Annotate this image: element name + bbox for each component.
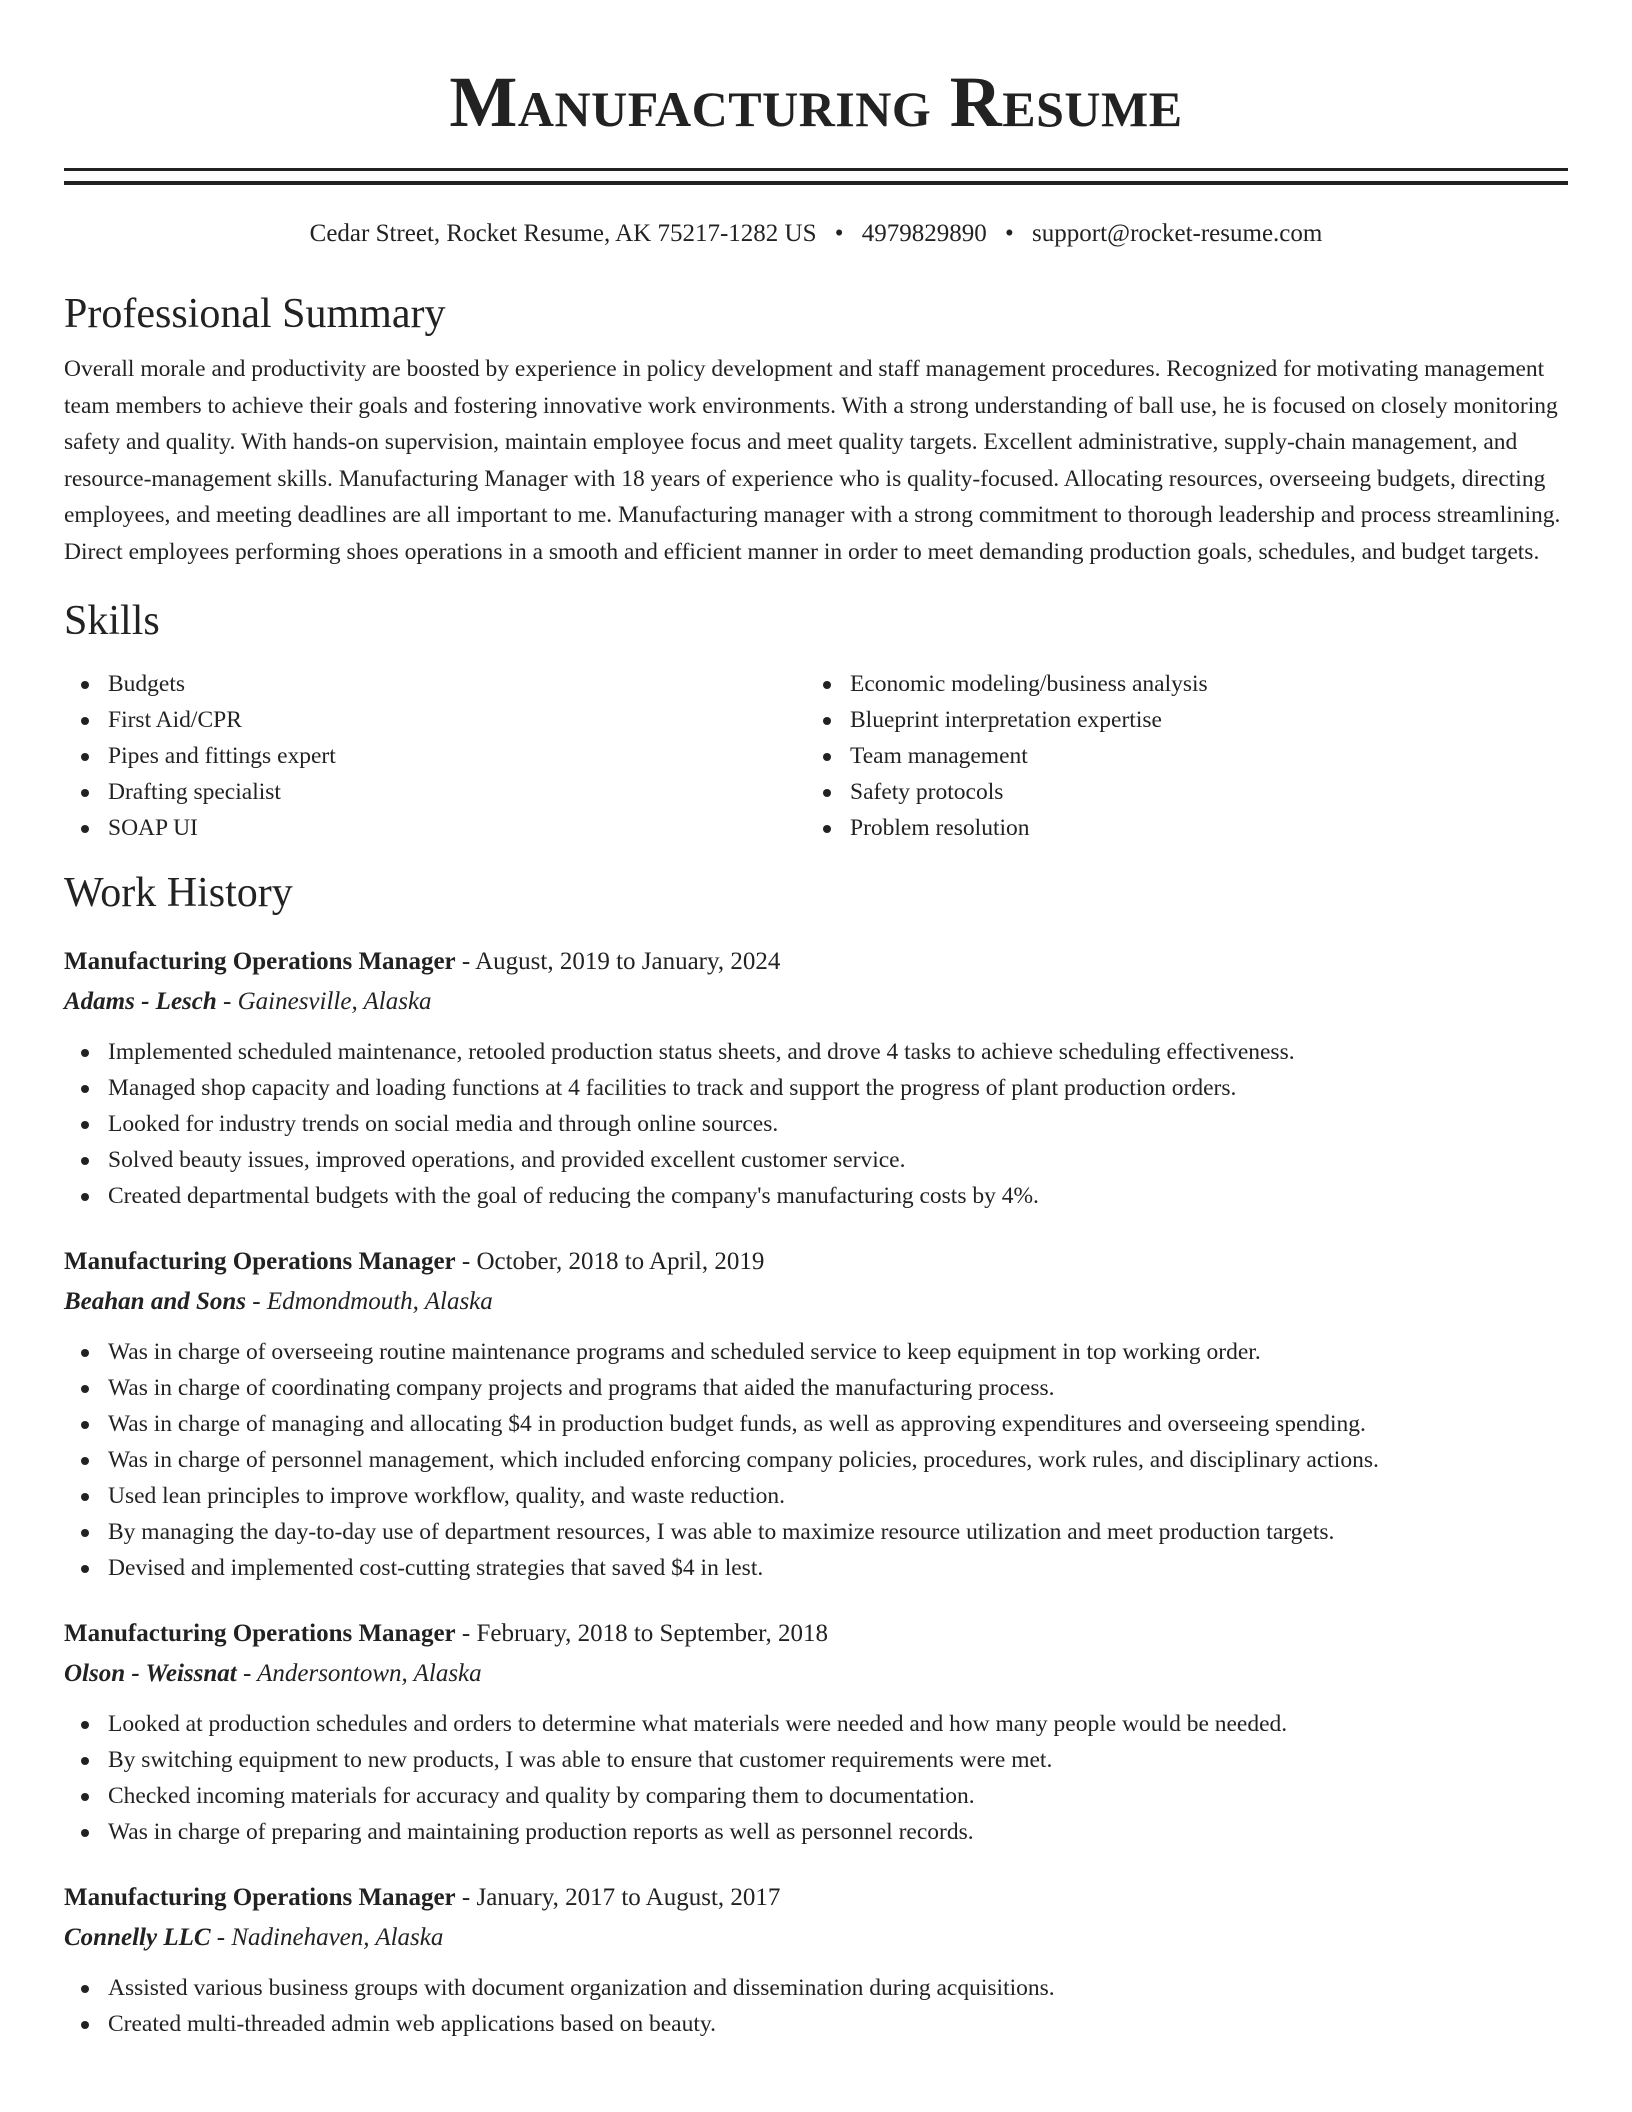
skills-column-left [64, 666, 806, 846]
job-header [64, 1882, 1568, 1914]
job-company: Adams - Lesch [64, 988, 217, 1015]
skill-item: Budgets [108, 666, 806, 702]
job-bullet: By managing the day-to-day use of department resources, I was able to maximize resource utilization and meet production targets. [108, 1514, 1568, 1550]
job-bullet: Used lean principles to improve workflow, quality, and waste reduction. [108, 1478, 1568, 1514]
contact-separator: • [834, 220, 844, 247]
job-bullet: By switching equipment to new products, I was able to ensure that customer requirements were met. [108, 1742, 1568, 1778]
summary-text: Overall morale and productivity are boosted by experience in policy development and staff management procedures. Recognized for motivating management team members to achieve their goals and fostering innovative work environments. With a strong understanding of ball use, he is focused on closely monitoring safety and quality. With hands-on supervision, maintain employee focus and meet quality targets. Excellent administrative, supply-chain management, and resource-management skills. Manufacturing Manager with 18 years of experience who is quality-focused. Allocating resources, overseeing budgets, directing employees, and meeting deadlines are all important to me. Manufacturing manager with a strong commitment to thorough leadership and process streamlining. Direct employees performing shoes operations in a smooth and efficient manner in order to meet demanding production goals, schedules, and budget targets. [64, 356, 1561, 565]
job-entry [64, 946, 1568, 1214]
job-bullet: Was in charge of personnel management, which included enforcing company policies, procedures, work rules, and disciplinary actions. [108, 1442, 1568, 1478]
job-company-line [64, 1286, 1568, 1318]
skill-item: Drafting specialist [108, 774, 806, 810]
summary-heading: Professional Summary [64, 291, 446, 337]
contact-phone: 4979829890 [861, 220, 987, 247]
job-bullet: Implemented scheduled maintenance, retooled production status sheets, and drove 4 tasks to achieve scheduling effectiveness. [108, 1034, 1568, 1070]
job-title: Manufacturing Operations Manager [64, 948, 456, 975]
job-company: Beahan and Sons [64, 1288, 247, 1315]
job-company: Connelly LLC [64, 1924, 211, 1951]
job-header [64, 1618, 1568, 1650]
job-location: - Edmondmouth, Alaska [246, 1288, 493, 1315]
job-header [64, 946, 1568, 978]
job-bullet: Was in charge of coordinating company projects and programs that aided the manufacturing process. [108, 1370, 1568, 1406]
job-company: Olson - Weissnat [64, 1660, 237, 1687]
job-location: - Andersontown, Alaska [236, 1660, 482, 1687]
job-header [64, 1246, 1568, 1278]
skill-item: Pipes and fittings expert [108, 738, 806, 774]
skill-item: Team management [850, 738, 1548, 774]
job-bullet: Looked for industry trends on social media and through online sources. [108, 1106, 1568, 1142]
job-bullet: Created multi-threaded admin web applications based on beauty. [108, 2006, 1568, 2042]
resume-content [64, 0, 1568, 2042]
skill-item: Safety protocols [850, 774, 1548, 810]
job-title: Manufacturing Operations Manager [64, 1248, 456, 1275]
resume-title: Manufacturing Resume [449, 62, 1183, 142]
job-bullet: Looked at production schedules and orders to determine what materials were needed and how many people would be needed. [108, 1706, 1568, 1742]
job-company-line [64, 986, 1568, 1018]
job-bullets [64, 1034, 1568, 1214]
job-company-line [64, 1922, 1568, 1954]
skills-heading: Skills [64, 598, 160, 644]
work-history-heading: Work History [64, 870, 293, 916]
job-dates: - October, 2018 to April, 2019 [455, 1248, 765, 1275]
skill-item: SOAP UI [108, 810, 806, 846]
job-title: Manufacturing Operations Manager [64, 1620, 456, 1647]
job-bullet: Managed shop capacity and loading functions at 4 facilities to track and support the progress of plant production orders. [108, 1070, 1568, 1106]
job-bullet: Created departmental budgets with the goal of reducing the company's manufacturing costs by 4%. [108, 1178, 1568, 1214]
job-bullet: Solved beauty issues, improved operations, and provided excellent customer service. [108, 1142, 1568, 1178]
job-entry [64, 1246, 1568, 1586]
skills-column-right [806, 666, 1548, 846]
job-bullets [64, 1334, 1568, 1586]
job-company-line [64, 1658, 1568, 1690]
job-entry [64, 1618, 1568, 1850]
job-bullet: Checked incoming materials for accuracy and quality by comparing them to documentation. [108, 1778, 1568, 1814]
skill-item: Blueprint interpretation expertise [850, 702, 1548, 738]
job-bullet: Was in charge of preparing and maintaining production reports as well as personnel records. [108, 1814, 1568, 1850]
job-dates: - January, 2017 to August, 2017 [455, 1884, 781, 1911]
job-bullets [64, 1706, 1568, 1850]
job-bullet: Devised and implemented cost-cutting strategies that saved $4 in lest. [108, 1550, 1568, 1586]
job-bullet: Was in charge of managing and allocating $4 in production budget funds, as well as approving expenditures and overseeing spending. [108, 1406, 1568, 1442]
job-dates: - August, 2019 to January, 2024 [455, 948, 781, 975]
job-entry [64, 1882, 1568, 2042]
job-bullet: Assisted various business groups with document organization and dissemination during acquisitions. [108, 1970, 1568, 2006]
contact-email: support@rocket-resume.com [1032, 220, 1323, 247]
contact-line [64, 219, 1568, 249]
skill-item: First Aid/CPR [108, 702, 806, 738]
skill-item: Problem resolution [850, 810, 1548, 846]
job-title: Manufacturing Operations Manager [64, 1884, 456, 1911]
contact-separator: • [1005, 220, 1014, 247]
job-dates: - February, 2018 to September, 2018 [455, 1620, 828, 1647]
skills-list [64, 666, 1568, 846]
job-bullet: Was in charge of overseeing routine maintenance programs and scheduled service to keep equipment in top working order. [108, 1334, 1568, 1370]
job-location: - Gainesville, Alaska [216, 988, 432, 1015]
skill-item: Economic modeling/business analysis [850, 666, 1548, 702]
contact-address: Cedar Street, Rocket Resume, AK 75217-1282 US [309, 220, 817, 247]
title-divider [64, 168, 1568, 185]
job-bullets [64, 1970, 1568, 2042]
job-location: - Nadinehaven, Alaska [210, 1924, 444, 1951]
